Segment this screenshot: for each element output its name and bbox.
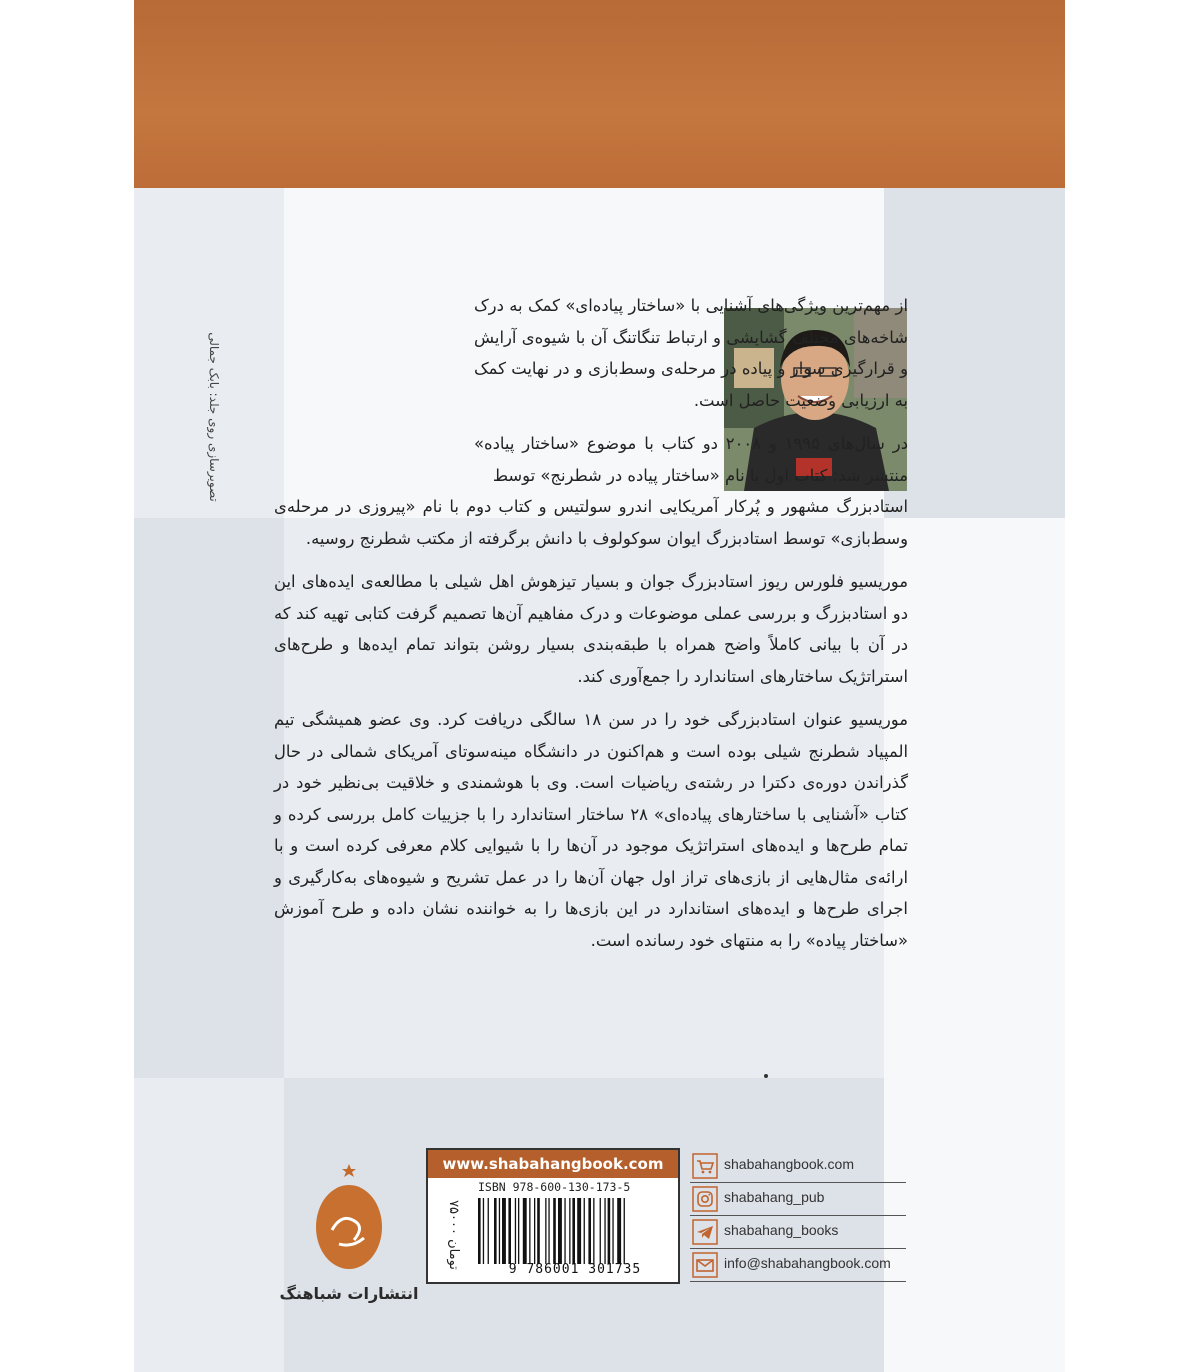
contact-instagram[interactable] bbox=[690, 1183, 906, 1216]
barcode-digits: 9 786001 301735 bbox=[508, 1262, 642, 1277]
contact-list bbox=[690, 1150, 906, 1282]
paragraph-1: از مهم‌ترین ویژگی‌های آشنایی با «ساختار پیاده‌ای» کمک به درک شاخه‌های مختلف گشایشی و ارتباط تنگاتنگ آن با شیوه‌ی آرایش و قرارگیری سوار و پیاده در مرحله‌ی وسط‌بازی و در نهایت کمک به ارزیابی وضعیت حاصل است. bbox=[474, 296, 908, 410]
price-text: ۷۵۰۰۰ تومان bbox=[446, 1200, 461, 1270]
barcode-bar bbox=[569, 1198, 570, 1264]
email-icon bbox=[692, 1252, 718, 1278]
barcode-bar bbox=[584, 1198, 585, 1264]
barcode-bar bbox=[600, 1198, 601, 1264]
barcode-bar bbox=[624, 1198, 625, 1264]
background-square bbox=[134, 518, 284, 1078]
contact-label: shabahangbook.com bbox=[724, 1156, 854, 1172]
barcode-bar bbox=[529, 1198, 530, 1264]
barcode-bar bbox=[608, 1198, 611, 1264]
barcode-bar bbox=[488, 1198, 489, 1264]
contact-label: shabahang_pub bbox=[724, 1189, 825, 1205]
barcode-bar bbox=[553, 1198, 556, 1264]
contact-label: shabahang_books bbox=[724, 1222, 839, 1238]
contact-label: info@shabahangbook.com bbox=[724, 1255, 891, 1271]
decorative-dot bbox=[764, 1074, 768, 1078]
paragraph-4: موریسیو عنوان استادبزرگی خود را در سن ۱۸ سالگی دریافت کرد. وی عضو همیشگی تیم المپیاد شطرنج شیلی بوده است و هم‌اکنون در دانشگاه مینه‌سوتای آمریکای شمالی در حال گذراندن دوره‌ی دکترا در رشته‌ی ریاضیات است. وی با هوشمندی و خلاقیت بی‌نظیر خود در کتاب «آشنایی با ساختارهای پیاده‌ای» ۲۸ ساختار استاندارد را با جزییات کامل بررسی کرده و تمام طرح‌ها و ایده‌های استراتژیک موجود در آن‌ها را با شیوایی کلام معرفی کرده است و با ارائه‌ی مثال‌هایی از بازی‌های تراز اول جهان آن‌ها را در عمل تشریح و شیوه‌های به‌کارگیری و اجرای طرح‌ها و ایده‌های استاندارد در این بازی‌ها را به خواننده نشان داده و طرح آموزش «ساختار پیاده» را به منتهای خود رسانده است. bbox=[274, 710, 908, 950]
barcode-bar bbox=[508, 1198, 511, 1264]
barcode-bar bbox=[499, 1198, 500, 1264]
shopping-cart-icon bbox=[692, 1153, 718, 1179]
background-square bbox=[884, 188, 1065, 518]
background-square bbox=[134, 1078, 284, 1372]
barcode-bar bbox=[577, 1198, 581, 1264]
book-back-cover bbox=[134, 0, 1065, 1372]
top-color-band bbox=[134, 0, 1065, 188]
barcode-bar bbox=[515, 1198, 516, 1264]
barcode-bar bbox=[612, 1198, 613, 1264]
contact-email[interactable] bbox=[690, 1249, 906, 1282]
paragraph-3: موریسیو فلورس ریوز استادبزرگ جوان و بسیار تیزهوش اهل شیلی با مطالعه‌ی ایده‌های این دو استادبزرگ و بررسی عملی موضوعات و درک مفاهیم آن‌ها تصمیم گرفت کتابی تهیه کند که در آن با بیانی کاملاً واضح همراه با طبقه‌بندی بسیار روشن بتواند تمام ایده‌ها و طرح‌های استراتژیک ساختارهای استاندارد را جمع‌آوری کند. bbox=[274, 572, 908, 686]
barcode-bar bbox=[604, 1198, 605, 1264]
barcode-bar bbox=[564, 1198, 565, 1264]
barcode-box bbox=[426, 1148, 680, 1284]
barcode-bar bbox=[572, 1198, 575, 1264]
barcode-bar bbox=[518, 1198, 519, 1264]
paragraph-2 bbox=[274, 428, 908, 554]
barcode-bar bbox=[558, 1198, 562, 1264]
barcode-bar bbox=[593, 1198, 594, 1264]
instagram-icon bbox=[692, 1186, 718, 1212]
barcode-bar bbox=[494, 1198, 497, 1264]
barcode-bars bbox=[476, 1198, 674, 1264]
barcode-bar bbox=[483, 1198, 484, 1264]
barcode-bar bbox=[523, 1198, 527, 1264]
barcode-bar bbox=[537, 1198, 540, 1264]
barcode-bar bbox=[548, 1198, 549, 1264]
isbn-number: ISBN 978-600-130-173-5 bbox=[478, 1180, 631, 1194]
illustrator-credit: تصویرسازی روی جلد: بابک جمالی bbox=[207, 332, 221, 502]
contact-telegram[interactable] bbox=[690, 1216, 906, 1249]
price-label bbox=[430, 1190, 470, 1280]
website-banner[interactable]: www.shabahangbook.com bbox=[428, 1150, 678, 1178]
publisher-logo bbox=[284, 1152, 414, 1282]
barcode-bar bbox=[478, 1198, 481, 1264]
paragraph-2-part-b: استادبزرگ مشهور و پُرکار آمریکایی اندرو سولتیس و کتاب دوم با نام «پیروزی در مرحله‌ی وسط‌بازی» توسط استادبزرگ ایوان سوکولوف با دانش برگرفته از مکتب شطرنج روسیه. bbox=[274, 497, 908, 548]
description-text bbox=[274, 290, 908, 968]
barcode-bar bbox=[534, 1198, 535, 1264]
barcode-bar bbox=[545, 1198, 546, 1264]
paragraph-2-part-a: در سال‌های ۱۹۹۵ و ۲۰۰۸ دو کتاب با موضوع «ساختار پیاده» منتشر شد: کتاب اول با نام «ساختار پیاده در شطرنج» توسط bbox=[474, 434, 908, 485]
barcode-bar bbox=[617, 1198, 621, 1264]
telegram-icon bbox=[692, 1219, 718, 1245]
barcode-bar bbox=[502, 1198, 506, 1264]
barcode-bar bbox=[588, 1198, 591, 1264]
publisher-name: انتشارات شباهنگ bbox=[279, 1284, 419, 1303]
contact-website[interactable] bbox=[690, 1150, 906, 1183]
